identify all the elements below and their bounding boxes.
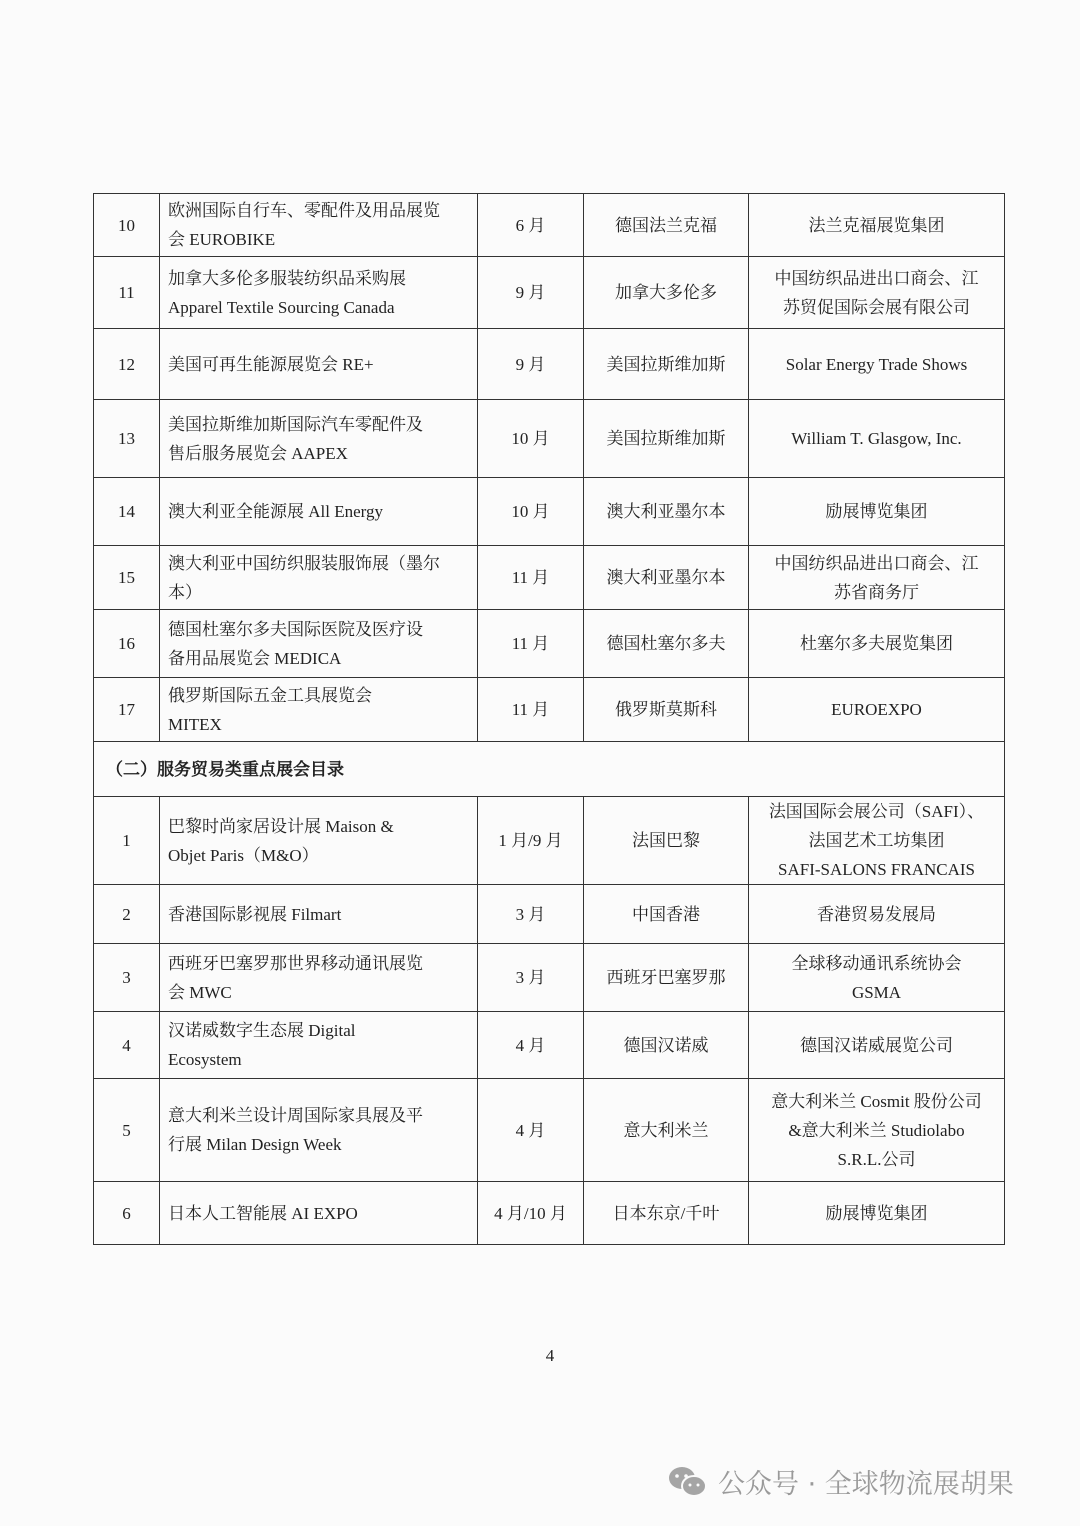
exhibition-name: 美国拉斯维加斯国际汽车零配件及 售后服务展览会 AAPEX (160, 400, 478, 478)
exhibition-location: 西班牙巴塞罗那 (584, 944, 749, 1012)
row-number: 15 (94, 546, 160, 610)
table-row (94, 1182, 1005, 1245)
table-row (94, 797, 1005, 885)
row-number: 4 (94, 1012, 160, 1079)
exhibition-location: 加拿大多伦多 (584, 257, 749, 329)
table-row (94, 610, 1005, 678)
row-number: 16 (94, 610, 160, 678)
exhibition-organizer: William T. Glasgow, Inc. (749, 400, 1005, 478)
table-row (94, 1079, 1005, 1182)
exhibition-month: 9 月 (478, 257, 584, 329)
exhibition-location: 中国香港 (584, 885, 749, 944)
table-row (94, 329, 1005, 400)
exhibition-name: 西班牙巴塞罗那世界移动通讯展览 会 MWC (160, 944, 478, 1012)
exhibition-organizer: 德国汉诺威展览公司 (749, 1012, 1005, 1079)
table-row (94, 478, 1005, 546)
row-number: 1 (94, 797, 160, 885)
exhibition-month: 11 月 (478, 610, 584, 678)
exhibition-name: 美国可再生能源展览会 RE+ (160, 329, 478, 400)
exhibition-location: 美国拉斯维加斯 (584, 329, 749, 400)
row-number: 12 (94, 329, 160, 400)
exhibition-location: 澳大利亚墨尔本 (584, 546, 749, 610)
table-row (94, 546, 1005, 610)
exhibition-name: 加拿大多伦多服装纺织品采购展 Apparel Textile Sourcing Canada (160, 257, 478, 329)
exhibition-name: 俄罗斯国际五金工具展览会 MITEX (160, 678, 478, 742)
exhibition-name: 香港国际影视展 Filmart (160, 885, 478, 944)
exhibition-location: 法国巴黎 (584, 797, 749, 885)
exhibition-organizer: 励展博览集团 (749, 1182, 1005, 1245)
watermark-text: 公众号 · 全球物流展胡果 (718, 1469, 1014, 1500)
exhibition-name: 德国杜塞尔多夫国际医院及医疗设 备用品展览会 MEDICA (160, 610, 478, 678)
exhibition-name: 澳大利亚全能源展 All Energy (160, 478, 478, 546)
row-number: 11 (94, 257, 160, 329)
table-row (94, 400, 1005, 478)
table-row (94, 885, 1005, 944)
table-row (94, 194, 1005, 257)
exhibition-month: 3 月 (478, 885, 584, 944)
section-row (94, 742, 1005, 797)
row-number: 5 (94, 1079, 160, 1182)
row-number: 3 (94, 944, 160, 1012)
wechat-icon (668, 1466, 708, 1498)
exhibition-month: 4 月 (478, 1079, 584, 1182)
exhibition-location: 德国汉诺威 (584, 1012, 749, 1079)
exhibition-location: 德国法兰克福 (584, 194, 749, 257)
table-row (94, 678, 1005, 742)
exhibition-organizer: Solar Energy Trade Shows (749, 329, 1005, 400)
exhibition-name: 汉诺威数字生态展 Digital Ecosystem (160, 1012, 478, 1079)
exhibition-name: 意大利米兰设计周国际家具展及平 行展 Milan Design Week (160, 1079, 478, 1182)
row-number: 14 (94, 478, 160, 546)
exhibition-location: 意大利米兰 (584, 1079, 749, 1182)
exhibition-month: 9 月 (478, 329, 584, 400)
exhibition-organizer: 意大利米兰 Cosmit 股份公司 &意大利米兰 Studiolabo S.R.L.公司 (749, 1079, 1005, 1182)
exhibition-location: 俄罗斯莫斯科 (584, 678, 749, 742)
exhibition-month: 11 月 (478, 678, 584, 742)
exhibition-table (93, 193, 1005, 1245)
table-row (94, 944, 1005, 1012)
exhibition-organizer: 励展博览集团 (749, 478, 1005, 546)
exhibition-organizer: 全球移动通讯系统协会 GSMA (749, 944, 1005, 1012)
exhibition-month: 10 月 (478, 400, 584, 478)
exhibition-name: 澳大利亚中国纺织服装服饰展（墨尔 本） (160, 546, 478, 610)
row-number: 17 (94, 678, 160, 742)
exhibition-month: 10 月 (478, 478, 584, 546)
row-number: 13 (94, 400, 160, 478)
exhibition-organizer: 香港贸易发展局 (749, 885, 1005, 944)
watermark (668, 1462, 1014, 1501)
exhibition-month: 4 月 (478, 1012, 584, 1079)
exhibition-organizer: 中国纺织品进出口商会、江 苏省商务厅 (749, 546, 1005, 610)
exhibition-organizer: 法国国际会展公司（SAFI）、 法国艺术工坊集团 SAFI-SALONS FRANCAIS (749, 797, 1005, 885)
exhibition-name: 欧洲国际自行车、零配件及用品展览 会 EUROBIKE (160, 194, 478, 257)
table-row (94, 257, 1005, 329)
exhibition-name: 日本人工智能展 AI EXPO (160, 1182, 478, 1245)
exhibition-location: 澳大利亚墨尔本 (584, 478, 749, 546)
exhibition-organizer: EUROEXPO (749, 678, 1005, 742)
exhibition-month: 6 月 (478, 194, 584, 257)
exhibition-name: 巴黎时尚家居设计展 Maison & Objet Paris（M&O） (160, 797, 478, 885)
exhibition-organizer: 中国纺织品进出口商会、江 苏贸促国际会展有限公司 (749, 257, 1005, 329)
exhibition-location: 日本东京/千叶 (584, 1182, 749, 1245)
table-row (94, 1012, 1005, 1079)
section-title: （二）服务贸易类重点展会目录 (94, 742, 1005, 797)
row-number: 2 (94, 885, 160, 944)
exhibition-organizer: 法兰克福展览集团 (749, 194, 1005, 257)
exhibition-location: 德国杜塞尔多夫 (584, 610, 749, 678)
exhibition-organizer: 杜塞尔多夫展览集团 (749, 610, 1005, 678)
row-number: 6 (94, 1182, 160, 1245)
exhibition-month: 11 月 (478, 546, 584, 610)
exhibition-location: 美国拉斯维加斯 (584, 400, 749, 478)
exhibition-month: 1 月/9 月 (478, 797, 584, 885)
exhibition-month: 3 月 (478, 944, 584, 1012)
exhibition-month: 4 月/10 月 (478, 1182, 584, 1245)
row-number: 10 (94, 194, 160, 257)
page-number: 4 (545, 1346, 555, 1365)
